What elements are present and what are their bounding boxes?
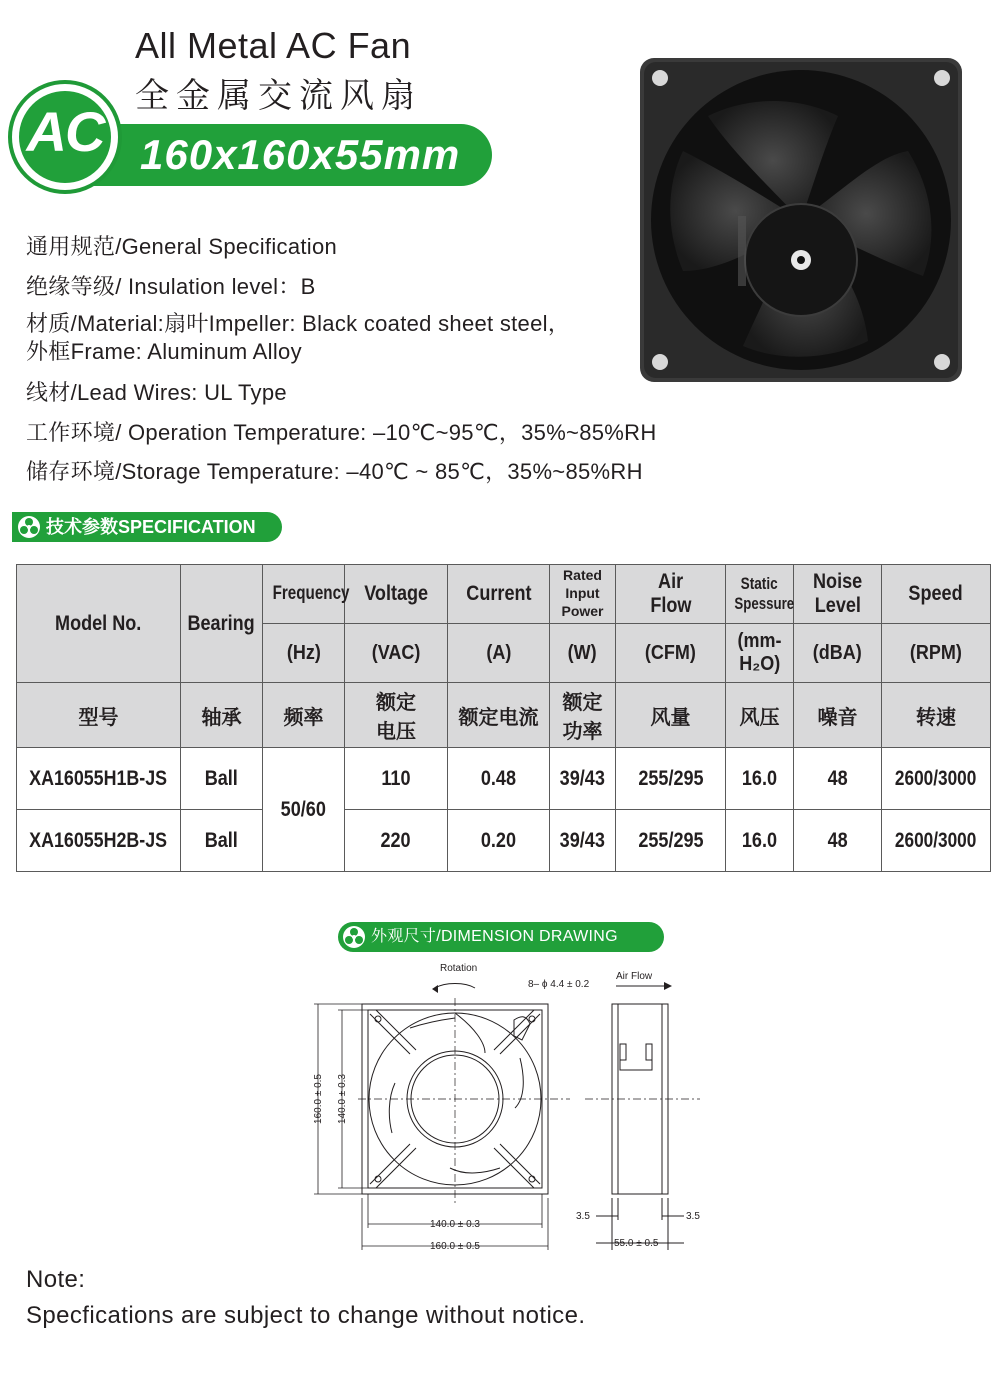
cn-header-voltage: 额定 电压 [345,683,448,748]
cell-model: XA16055H1B-JS [17,748,181,810]
table-header-row [17,565,991,624]
cell-bearing: Ball [181,810,263,872]
specification-section-header [12,512,282,542]
header-noise: Noise Level [794,565,882,624]
unit-current: (A) [448,624,550,683]
cell-bearing: Ball [181,748,263,810]
header-pressure: Static Spessure [726,565,794,624]
header-model: Model No. [17,565,181,683]
header-speed: Speed [882,565,991,624]
unit-frequency: (Hz) [263,624,345,683]
fan-photo [638,56,964,384]
dim-height-outer: 160.0 ± 0.5 [313,1074,324,1124]
header-power: Rated Input Power [550,565,616,624]
note-text: Specfications are subject to change without notice. [26,1302,586,1329]
rotation-label: Rotation [440,963,478,974]
title-english: All Metal AC Fan [135,25,412,66]
size-label: 160x160x55mm [140,131,461,178]
cn-header-noise: 噪音 [794,683,882,748]
cell-power: 39/43 [550,810,616,872]
cell-voltage: 220 [345,810,448,872]
cn-header-speed: 转速 [882,683,991,748]
dim-width-outer: 160.0 ± 0.5 [430,1241,480,1252]
header-current: Current [448,565,550,624]
dim-width-inner: 140.0 ± 0.3 [430,1219,480,1230]
header-bearing: Bearing [181,565,263,683]
cell-model: XA16055H2B-JS [17,810,181,872]
header-voltage: Voltage [345,565,448,624]
fan-icon [343,926,365,948]
spec-lead-wires: 线材/Lead Wires: UL Type [26,380,287,405]
cell-airflow: 255/295 [616,810,726,872]
header-frequency: Frequency [263,565,345,624]
cn-header-pressure: 风压 [726,683,794,748]
unit-noise: (dBA) [794,624,882,683]
cell-speed: 2600/3000 [882,748,991,810]
cell-airflow: 255/295 [616,748,726,810]
air-flow-label: Air Flow [616,971,653,982]
cell-voltage: 110 [345,748,448,810]
cn-header-power: 额定 功率 [550,683,616,748]
fan-icon [18,516,40,538]
cell-power: 39/43 [550,748,616,810]
unit-speed: (RPM) [882,624,991,683]
specification-section-label: 技术参数SPECIFICATION [46,517,256,537]
spec-general: 通用规范/General Specification [26,234,338,259]
holes-label: 8– ϕ 4.4 ± 0.2 [528,979,590,990]
dim-height-inner: 140.0 ± 0.3 [337,1074,348,1124]
table-row [17,748,991,810]
cn-header-model: 型号 [17,683,181,748]
dimension-drawing [300,958,720,1258]
cell-pressure: 16.0 [726,748,794,810]
cn-header-frequency: 频率 [263,683,345,748]
note-title: Note: [26,1266,86,1293]
dimension-section-header [338,922,664,952]
spec-operation-temp: 工作环境/ Operation Temperature: –10℃~95℃，35%~85%RH [26,420,657,445]
cell-current: 0.48 [448,748,550,810]
spec-frame: 外框Frame: Aluminum Alloy [26,339,302,364]
specification-table [16,564,991,872]
unit-airflow: (CFM) [616,624,726,683]
cell-noise: 48 [794,748,882,810]
cell-pressure: 16.0 [726,810,794,872]
spec-storage-temp: 储存环境/Storage Temperature: –40℃ ~ 85℃，35%~85%RH [26,459,643,484]
dim-depth: 55.0 ± 0.5 [614,1238,659,1249]
cell-current: 0.20 [448,810,550,872]
unit-voltage: (VAC) [345,624,448,683]
cell-noise: 48 [794,810,882,872]
cn-header-bearing: 轴承 [181,683,263,748]
header-airflow: Air Flow [616,565,726,624]
cell-frequency: 50/60 [263,748,345,872]
cell-speed: 2600/3000 [882,810,991,872]
dim-side-right: 3.5 [686,1211,700,1222]
ac-badge-text: AC [26,100,104,163]
unit-pressure: (mm- H₂O) [726,624,794,683]
spec-material: 材质/Material:扇叶Impeller: Black coated sheet steel， [26,311,571,336]
dimension-section-label: 外观尺寸/DIMENSION DRAWING [371,928,618,945]
cn-header-current: 额定电流 [448,683,550,748]
dim-side-left: 3.5 [576,1211,590,1222]
spec-insulation: 绝缘等级/ Insulation level：B [26,274,316,299]
table-cn-header-row [17,683,991,748]
title-chinese: 全金属交流风扇 [135,76,422,116]
unit-power: (W) [550,624,616,683]
table-row [17,810,991,872]
cn-header-airflow: 风量 [616,683,726,748]
